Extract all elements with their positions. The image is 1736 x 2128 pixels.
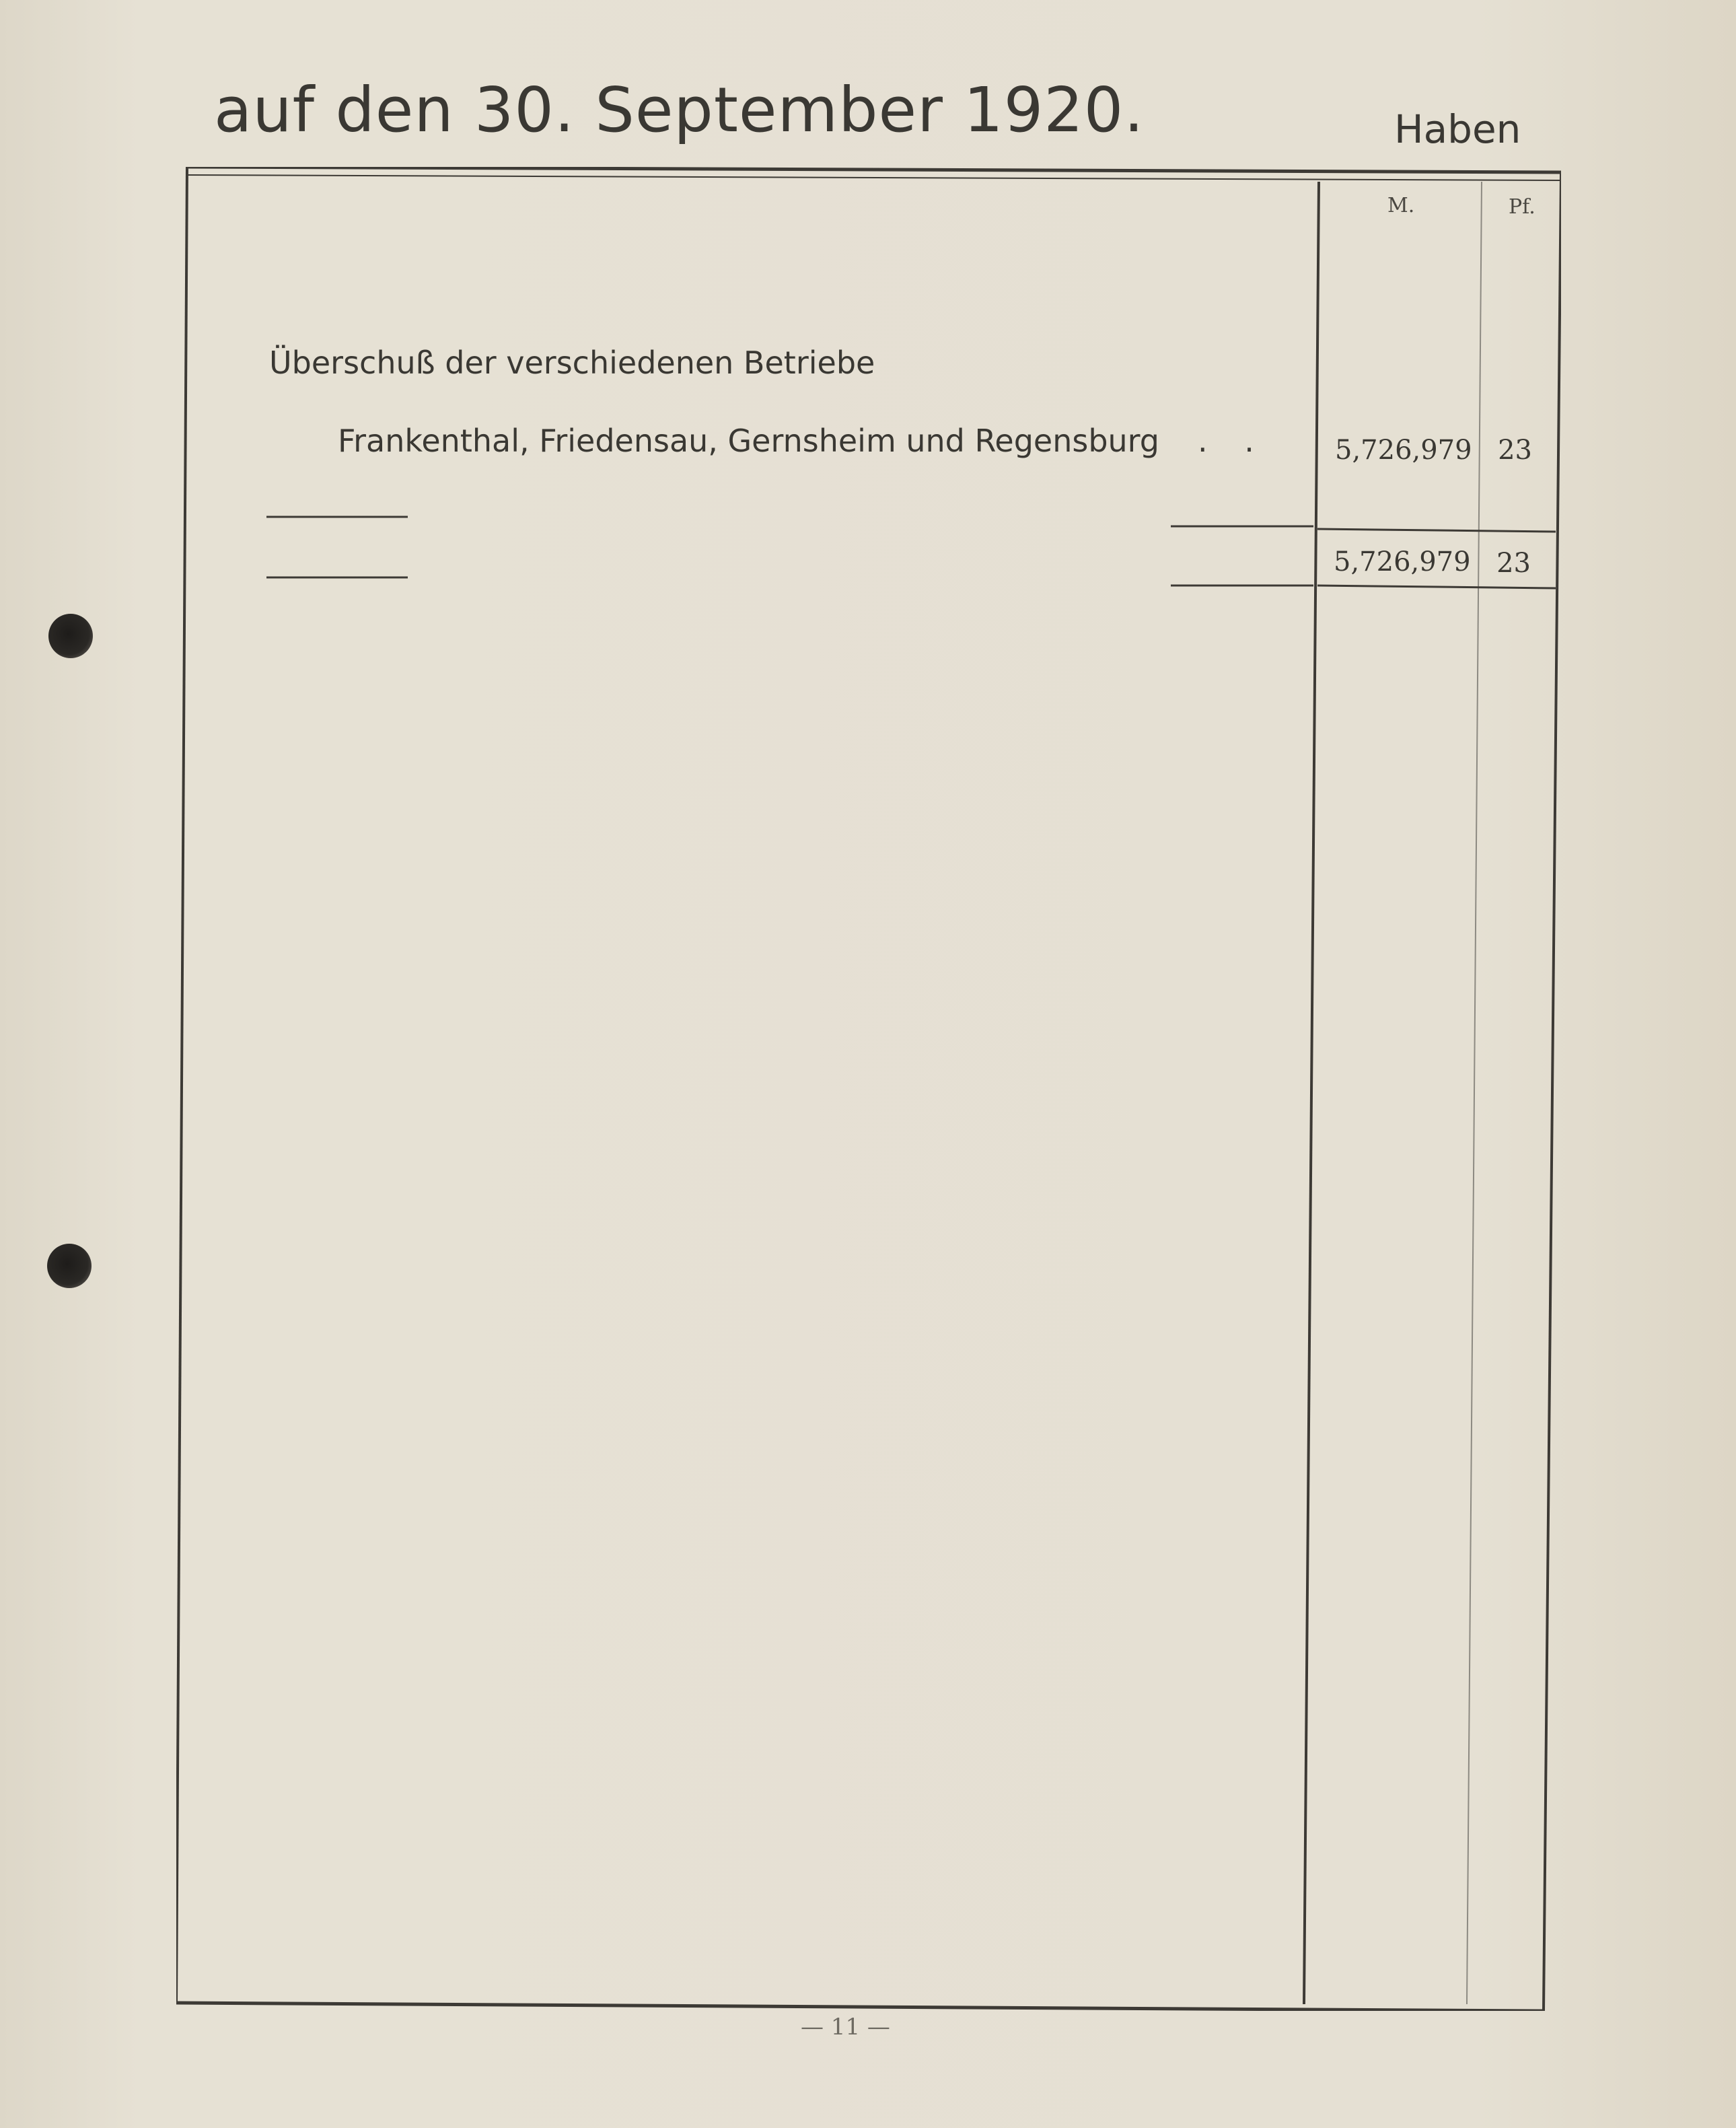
frame-top-inner-rule <box>187 175 1561 180</box>
ledger-table <box>176 167 1561 2011</box>
entry-detail: Frankenthal, Friedensau, Gernsheim und Regensburg <box>338 423 1159 459</box>
entry-dot-leader: . . <box>1198 423 1268 459</box>
page-title: auf den 30. September 1920. <box>214 74 1145 146</box>
frame-bottom-rule <box>176 2003 1544 2011</box>
entry-heading: Überschuß der verschiedenen Betriebe <box>269 345 875 381</box>
column-header-pfennig: Pf. <box>1509 195 1535 219</box>
column-header-marks: M. <box>1387 194 1415 217</box>
frame-right-rule <box>1544 172 1561 2011</box>
entry-pfennig-value: 23 <box>1498 435 1532 466</box>
total-pfennig-value: 23 <box>1496 548 1531 579</box>
frame-left-rule <box>176 167 187 2003</box>
page-number: — 11 — <box>801 2014 890 2041</box>
side-label-haben: Haben <box>1394 106 1521 152</box>
sum-rule-upper <box>1317 529 1556 532</box>
punch-hole-bottom <box>47 1244 92 1288</box>
total-marks-value: 5,726,979 <box>1334 546 1471 577</box>
sum-rule-lower <box>1317 586 1556 588</box>
entry-marks-value: 5,726,979 <box>1335 435 1472 466</box>
punch-hole-top <box>48 614 93 658</box>
marks-column-divider <box>1304 182 1319 2004</box>
frame-top-rule <box>187 167 1561 172</box>
